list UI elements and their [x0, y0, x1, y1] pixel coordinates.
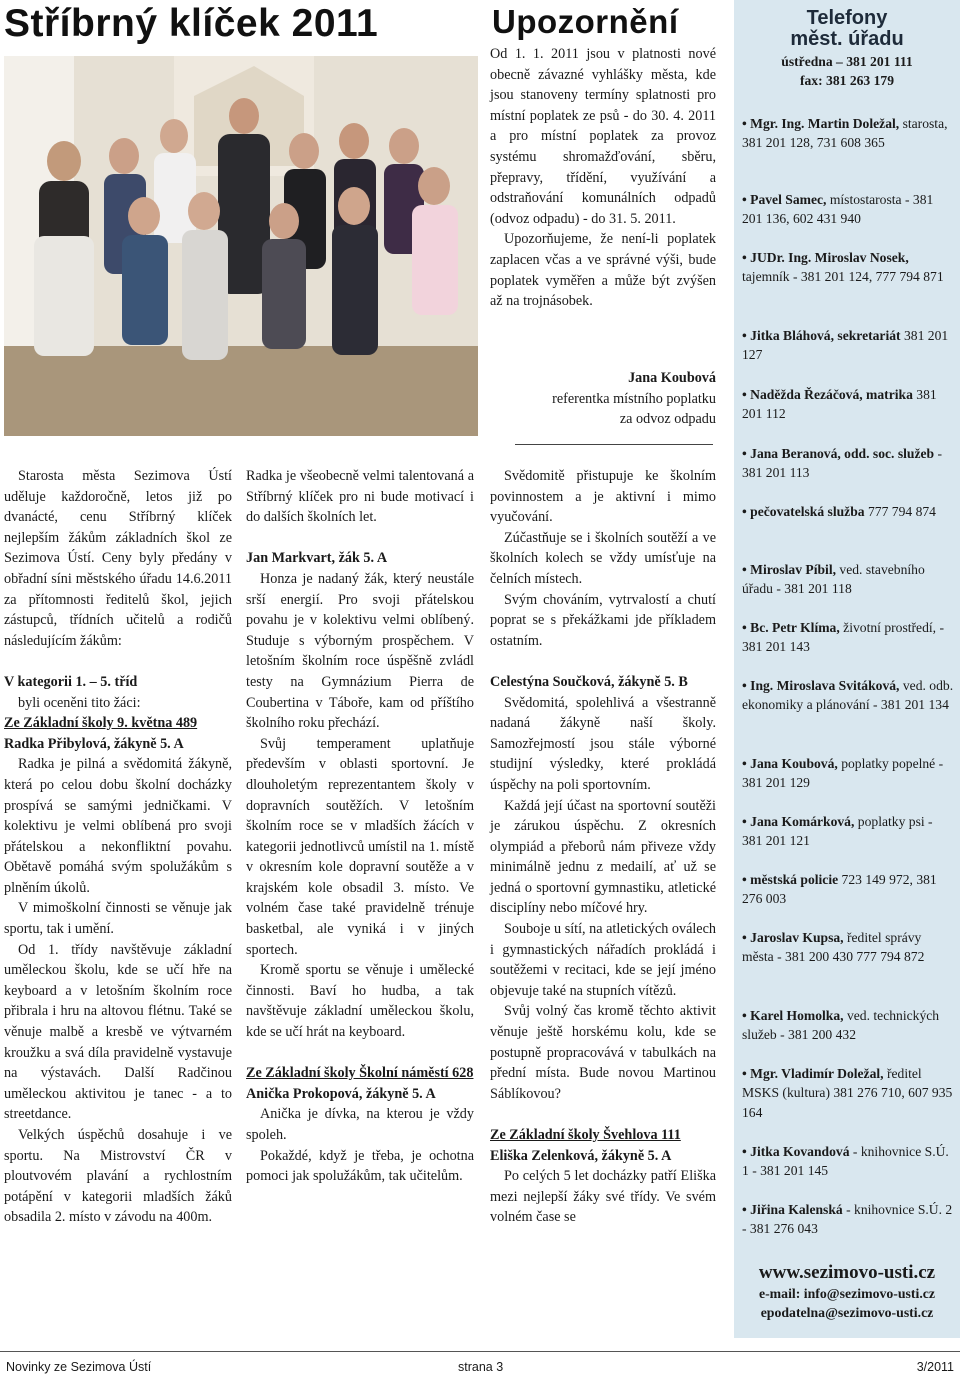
- article-paragraph: Svým chováním, vytrvalostí a chutí poprat se s překážkami jde příkladem ostatním.: [490, 591, 716, 649]
- article-paragraph: Starosta města Sezimova Ústí uděluje každoročně, letos již po dvanácté, cenu Stříbrný klíček nejlepším žákům základních škol ze Sezimova Ústí. Ceny byly předány v obřadní síni městského úřadu 14.6.2011 za přítomnosti ředitelů škol, jejich zástupců, třídních učitelů a rodičů následujícím žákům:: [4, 468, 232, 649]
- phone-entry-name: • Mgr. Vladimír Doležal,: [742, 1066, 884, 1081]
- article-paragraph: byli oceněni tito žáci:: [18, 694, 141, 711]
- phone-entry-name: • Jana Komárková,: [742, 814, 855, 829]
- article-column-2: [246, 466, 474, 1187]
- phone-entry: [742, 114, 954, 153]
- phone-entry: [742, 754, 954, 793]
- article-paragraph: Pokaždé, když je třeba, je ochotna pomoci jak spolužákům, tak učitelům.: [246, 1147, 474, 1185]
- phone-entry: [742, 1142, 954, 1181]
- phone-entry-name: • Jaroslav Kupsa,: [742, 930, 844, 945]
- notice-signature: [490, 368, 716, 430]
- phone-entry-name: • Jiřina Kalenská: [742, 1202, 843, 1217]
- article-paragraph: Od 1. třídy navštěvuje základní uměleckou školu, kde se učí hře na keyboard a v letošním školním roce přibrala i hru na altovou flétnu. Také se věnuje malbě a kresbě ve výtvarném kroužku a svá díla pravidelně vystavuje na výstavách. Další Radčinou uměleckou aktivitou je tanec - a to streetdance.: [4, 941, 232, 1123]
- phone-entry-detail: 723 149 972, 381 276 003: [742, 872, 937, 907]
- phone-entry: [742, 326, 954, 365]
- phone-entry-detail: - knihovnice S.Ú. 2 - 381 276 043: [742, 1202, 953, 1237]
- phone-entry: [742, 1200, 954, 1239]
- article-paragraph: Svědomitě přistupuje ke školním povinnostem a je aktivní i mimo vyučování.: [490, 468, 716, 526]
- group-photo-illustration: [4, 56, 478, 436]
- article-heading: Radka Přibylová, žákyně 5. A: [4, 735, 184, 752]
- phone-entry: [742, 870, 954, 909]
- article-paragraph: Po celých 5 let docházky patří Eliška mezi nejlepší žáky své třídy. Ve svém volném čase se: [490, 1168, 716, 1226]
- page-title: Stříbrný klíček 2011: [4, 2, 379, 45]
- phone-entry: [742, 812, 954, 851]
- phone-entry-detail: - knihovnice S.Ú. 1 - 381 201 145: [742, 1144, 949, 1179]
- article-paragraph: Souboje u sítí, na atletických oválech i gymnastických nářadích prokládá i soutěžemi v recitaci, kde se její jméno objevuje také na stupních vítězů.: [490, 921, 716, 999]
- phone-entry: [742, 560, 954, 599]
- email-link[interactable]: e-mail: info@sezimovo-usti.cz: [758, 1286, 936, 1301]
- phone-entry-name: • Pavel Samec,: [742, 192, 827, 207]
- article-paragraph: Honza je nadaný žák, který neustále srší energií. Pro svoji přátelskou povahu je v kolektivu velmi oblíbený. Studuje s výborným prospěchem. V letošním školním roce úspěšně zvládl testy na Gymnázium Pierra de Coubertina v Táboře, kam od příštího školního roku přechází.: [246, 570, 474, 732]
- switchboard-number: ústředna – 381 201 111: [781, 54, 913, 69]
- article-paragraph: Radka je všeobecně velmi talentovaná a Stříbrný klíček pro ni bude motivací i do dalších školních let.: [246, 468, 474, 526]
- article-heading: Anička Prokopová, žákyně 5. A: [246, 1085, 436, 1102]
- phone-entry-name: • Bc. Petr Klíma,: [742, 620, 840, 635]
- phone-entry-detail: 381 201 127: [742, 328, 949, 363]
- phone-entry: [742, 618, 954, 657]
- footer-publication: Novinky ze Sezimova Ústí: [6, 1360, 152, 1374]
- article-paragraph: Velkých úspěchů dosahuje i ve sportu. Na Mistrovství ČR v ploutvovém plavání a rychlostním potápění v kategorii mladších žáků obsadila 2. místo v závodu na 400m.: [4, 1127, 232, 1226]
- email-link-epodatelna[interactable]: epodatelna@sezimovo-usti.cz: [760, 1305, 934, 1320]
- phone-entry-detail: místostarosta - 381 201 136, 602 431 940: [742, 192, 934, 227]
- article-paragraph: Kromě sportu se věnuje i umělecké činnosti. Baví ho hudba, a tak navštěvuje základní uměleckou školu, kde se učí hrát na keyboard.: [246, 962, 474, 1041]
- phone-entry-detail: ved. stavebního úřadu - 381 201 118: [742, 562, 925, 597]
- website-link[interactable]: www.sezimovo-usti.cz: [758, 1262, 936, 1283]
- phone-directory-header: [734, 52, 960, 90]
- phone-entry: [742, 190, 954, 229]
- article-paragraph: Radka je pilná a svědomitá žákyně, která po celou dobu školní docházky prospívá se samými jedničkami. V kolektivu je velmi oblíbená pro svoji přátelskou a nekonfliktní povahu. Obětavě pomáhá svým spolužákům s plněním úkolů.: [4, 756, 232, 896]
- phone-entry-detail: 777 794 874: [867, 504, 936, 519]
- phone-entry-detail: ředitel MSKS (kultura) 381 276 710, 607 935 164: [742, 1066, 953, 1120]
- phone-entry-name: • pečovatelská služba: [742, 504, 865, 519]
- article-paragraph: Zúčastňuje se i školních soutěží a ve školních kolech se vždy umísťuje na čelních místech.: [490, 529, 716, 587]
- phone-entry-name: • Jitka Kovandová: [742, 1144, 850, 1159]
- phone-entry-detail: poplatky psi - 381 201 121: [742, 814, 933, 849]
- notice-title: Upozornění: [492, 3, 679, 40]
- article-heading: Eliška Zelenková, žákyně 5. A: [490, 1147, 672, 1164]
- article-heading: Ze Základní školy 9. května 489: [4, 715, 198, 732]
- phone-entry-detail: ved. technických služeb - 381 200 432: [742, 1008, 940, 1043]
- article-heading: Ze Základní školy Školní náměstí 628: [246, 1065, 474, 1082]
- phone-entry-detail: tajemník - 381 201 124, 777 794 871: [742, 269, 944, 285]
- footer-issue: 3/2011: [916, 1360, 954, 1374]
- article-heading: Celestýna Součková, žákyně 5. B: [490, 673, 688, 690]
- divider: [515, 444, 713, 445]
- article-heading: Ze Základní školy Švehlova 111: [490, 1127, 681, 1143]
- phone-entry-detail: ředitel správy města - 381 200 430 777 794 872: [742, 930, 925, 965]
- phone-entry-detail: - 381 201 113: [742, 446, 943, 481]
- phone-entry-detail: starosta, 381 201 128, 731 608 365: [742, 116, 948, 151]
- phone-entry-name: • městská policie: [742, 872, 839, 887]
- phone-entry: [742, 502, 954, 521]
- phone-directory-subtitle: měst. úřadu: [790, 28, 904, 50]
- article-heading: Jan Markvart, žák 5. A: [246, 550, 388, 567]
- article-paragraph: Anička je dívka, na kterou je vždy spoleh.: [246, 1106, 474, 1143]
- footer-page-number: strana 3: [458, 1360, 504, 1374]
- footer-divider: [0, 1351, 960, 1352]
- phone-entry-detail: poplatky popelné - 381 201 129: [742, 756, 944, 791]
- phone-entry: [742, 928, 954, 967]
- phone-entry-name: • Miroslav Píbil,: [742, 562, 837, 577]
- phone-entry-detail: ved. odb. ekonomiky a plánování - 381 201 134: [742, 678, 954, 713]
- notice-paragraph: Od 1. 1. 2011 jsou v platnosti nové obecně závazné vyhlášky města, kde jsou stanoveny termíny splatnosti pro místní poplatek ze psů - do 30. 4. 2011 a pro místní poplatek za provoz systému shromažďování, sběru, přepravy, třídění, využívání a odstraňování komunálních odpadů (odvoz odpadu) - do 31. 5. 2011.: [490, 46, 716, 227]
- article-paragraph: Každá její účast na sportovní soutěži je zárukou úspěchu. Z okresních olympiád a přeborů nám přiveze vždy minimálně jednu z medailí, ať už se jedná o sportovní gymnastiku, atletické disciplíny nebo míčové hry.: [490, 797, 716, 917]
- article-heading: V kategorii 1. – 5. tříd: [4, 673, 138, 690]
- phone-entry-name: • Jitka Bláhová, sekretariát: [742, 328, 901, 343]
- phone-entry-name: • Naděžda Řezáčová, matrika: [742, 387, 913, 402]
- article-paragraph: Svůj temperament uplatňuje především v oblasti sportovní. Je dlouholetým reprezentantem školy v dopravních soutěžích. V letošním školním roce se v mladších žácích v kategorii jednotlivců umístil na 1. místě v okresním kole dopravní soutěže a v krajském kole obsadil 3. místo. Ve volném čase také pravidelně trénuje basketbal, ale vyniká i v jiných sportech.: [246, 735, 474, 958]
- phone-entry: [742, 1064, 954, 1122]
- article-column-3: [490, 466, 716, 1228]
- notice-body: [490, 44, 716, 312]
- phone-entry: [742, 1006, 954, 1045]
- group-photo: [4, 56, 478, 436]
- signature-role: za odvoz odpadu: [619, 411, 716, 428]
- phone-entry-name: • JUDr. Ing. Miroslav Nosek,: [742, 250, 909, 265]
- signature-role: referentka místního poplatku: [552, 390, 716, 407]
- phone-entry: [742, 444, 954, 483]
- phone-entry: [742, 385, 954, 424]
- article-paragraph: Svůj volný čas kromě těchto aktivit věnuje ještě horskému kolu, kde se postupně propracovává v tabulkách na přední místa. Bude novou Martinou Sáblíkovou?: [490, 1003, 716, 1102]
- phone-entry-detail: životní prostředí, - 381 201 143: [742, 620, 944, 655]
- phone-directory-title: Telefony: [806, 7, 888, 29]
- fax-number: fax: 381 263 179: [799, 73, 894, 88]
- phone-entry: [742, 248, 954, 287]
- phone-entry-name: • Jana Beranová, odd. soc. služeb: [742, 446, 935, 461]
- phone-entry-name: • Ing. Miroslava Svitáková,: [742, 678, 900, 693]
- phone-entry-name: • Karel Homolka,: [742, 1008, 844, 1023]
- phone-entry-name: • Mgr. Ing. Martin Doležal,: [742, 116, 900, 131]
- notice-paragraph: Upozorňujeme, že není-li poplatek zaplacen včas a ve správné výši, bude poplatek vyměřen a může být zvýšen až na trojnásobek.: [490, 231, 716, 310]
- article-paragraph: V mimoškolní činnosti se věnuje jak sportu, tak i umění.: [4, 900, 232, 938]
- signature-name: Jana Koubová: [628, 370, 716, 386]
- article-paragraph: Svědomitá, spolehlivá a všestranně nadaná žákyně naší školy. Samozřejmostí jsou stále výborné studijní výsledky, které prokládá úspěchy na poli sportovním.: [490, 694, 716, 793]
- phone-entry-detail: 381 201 112: [742, 387, 937, 422]
- phone-entry: [742, 676, 954, 715]
- phone-entry-name: • Jana Koubová,: [742, 756, 838, 771]
- article-column-1: [4, 466, 232, 1228]
